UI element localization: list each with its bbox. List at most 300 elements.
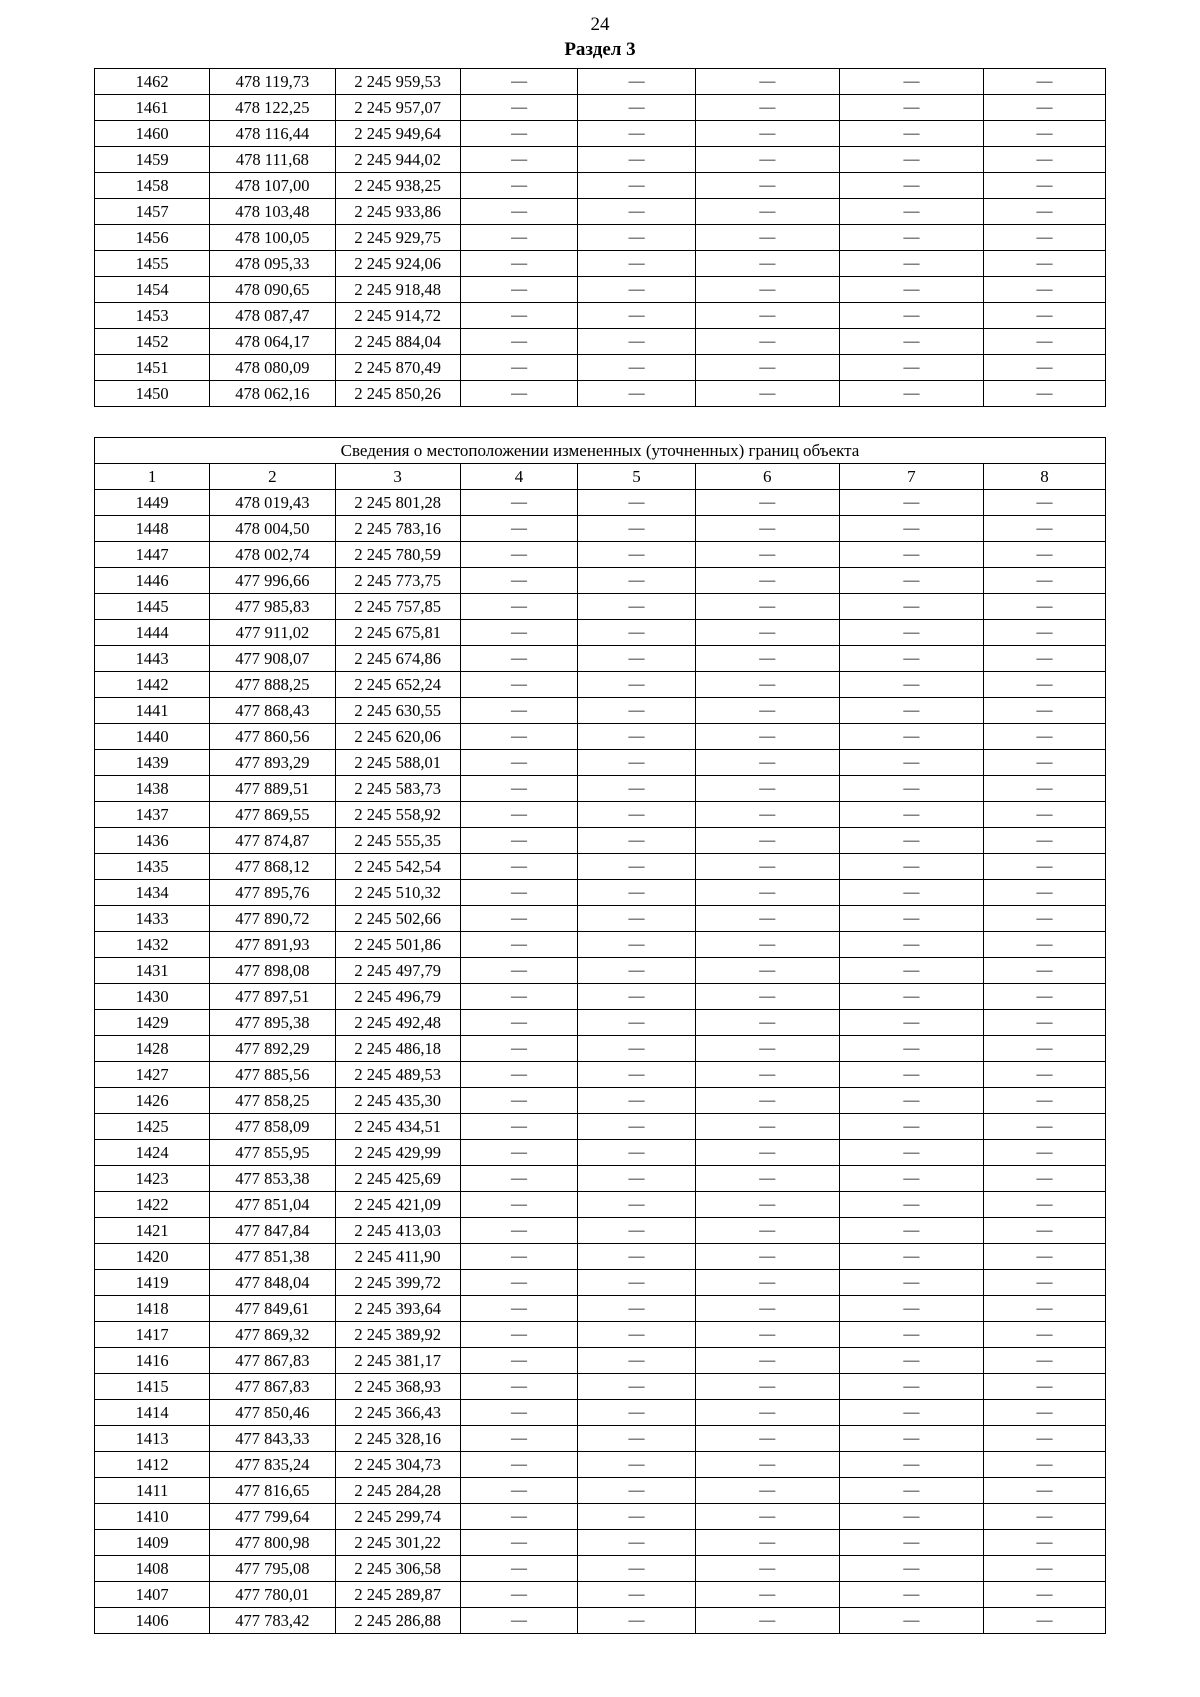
cell-value: 477 850,46 bbox=[210, 1400, 335, 1426]
cell-empty: — bbox=[839, 594, 983, 620]
cell-empty: — bbox=[839, 542, 983, 568]
cell-empty: — bbox=[695, 1088, 839, 1114]
cell-empty: — bbox=[578, 490, 695, 516]
cell-value: 2 245 558,92 bbox=[335, 802, 460, 828]
cell-empty: — bbox=[578, 1218, 695, 1244]
cell-value: 478 019,43 bbox=[210, 490, 335, 516]
cell-value: 1406 bbox=[95, 1608, 210, 1634]
table-row bbox=[95, 1400, 1106, 1426]
cell-empty: — bbox=[983, 1608, 1105, 1634]
cell-value: 2 245 850,26 bbox=[335, 381, 460, 407]
cell-value: 1439 bbox=[95, 750, 210, 776]
cell-value: 477 855,95 bbox=[210, 1140, 335, 1166]
column-header: 1 bbox=[95, 464, 210, 490]
table-row bbox=[95, 147, 1106, 173]
cell-value: 2 245 502,66 bbox=[335, 906, 460, 932]
cell-value: 2 245 652,24 bbox=[335, 672, 460, 698]
cell-empty: — bbox=[839, 958, 983, 984]
cell-value: 477 867,83 bbox=[210, 1374, 335, 1400]
cell-empty: — bbox=[695, 225, 839, 251]
cell-value: 1416 bbox=[95, 1348, 210, 1374]
cell-empty: — bbox=[839, 932, 983, 958]
cell-value: 1407 bbox=[95, 1582, 210, 1608]
cell-value: 477 843,33 bbox=[210, 1426, 335, 1452]
cell-value: 2 245 949,64 bbox=[335, 121, 460, 147]
cell-empty: — bbox=[695, 698, 839, 724]
cell-value: 1450 bbox=[95, 381, 210, 407]
table-row bbox=[95, 932, 1106, 958]
cell-value: 1459 bbox=[95, 147, 210, 173]
cell-empty: — bbox=[839, 516, 983, 542]
cell-empty: — bbox=[983, 906, 1105, 932]
cell-empty: — bbox=[983, 1140, 1105, 1166]
cell-value: 477 911,02 bbox=[210, 620, 335, 646]
cell-value: 478 064,17 bbox=[210, 329, 335, 355]
cell-empty: — bbox=[460, 620, 577, 646]
cell-value: 1417 bbox=[95, 1322, 210, 1348]
cell-empty: — bbox=[578, 1088, 695, 1114]
cell-value: 2 245 583,73 bbox=[335, 776, 460, 802]
cell-empty: — bbox=[578, 225, 696, 251]
cell-value: 1440 bbox=[95, 724, 210, 750]
cell-empty: — bbox=[839, 1452, 983, 1478]
cell-empty: — bbox=[578, 958, 695, 984]
cell-empty: — bbox=[839, 1218, 983, 1244]
cell-empty: — bbox=[578, 1166, 695, 1192]
cell-empty: — bbox=[983, 854, 1105, 880]
cell-value: 477 780,01 bbox=[210, 1582, 335, 1608]
cell-value: 2 245 929,75 bbox=[335, 225, 460, 251]
cell-empty: — bbox=[695, 121, 839, 147]
cell-value: 2 245 914,72 bbox=[335, 303, 460, 329]
table-row bbox=[95, 1608, 1106, 1634]
cell-empty: — bbox=[983, 672, 1105, 698]
cell-empty: — bbox=[695, 490, 839, 516]
cell-empty: — bbox=[839, 355, 983, 381]
cell-value: 2 245 421,09 bbox=[335, 1192, 460, 1218]
cell-value: 2 245 366,43 bbox=[335, 1400, 460, 1426]
cell-value: 2 245 492,48 bbox=[335, 1010, 460, 1036]
cell-empty: — bbox=[839, 776, 983, 802]
cell-empty: — bbox=[983, 750, 1105, 776]
table-row bbox=[95, 251, 1106, 277]
cell-empty: — bbox=[695, 1400, 839, 1426]
cell-value: 478 107,00 bbox=[210, 173, 335, 199]
page-number: 24 bbox=[590, 14, 610, 35]
cell-empty: — bbox=[695, 69, 839, 95]
cell-empty: — bbox=[578, 1478, 695, 1504]
cell-empty: — bbox=[983, 1400, 1105, 1426]
table-row bbox=[95, 1036, 1106, 1062]
cell-empty: — bbox=[460, 776, 577, 802]
cell-empty: — bbox=[578, 381, 696, 407]
cell-empty: — bbox=[983, 620, 1105, 646]
table-row bbox=[95, 121, 1106, 147]
cell-empty: — bbox=[578, 121, 696, 147]
table-row bbox=[95, 490, 1106, 516]
table-row bbox=[95, 984, 1106, 1010]
table-row bbox=[95, 620, 1106, 646]
cell-empty: — bbox=[983, 490, 1105, 516]
table-row bbox=[95, 1556, 1106, 1582]
cell-value: 2 245 501,86 bbox=[335, 932, 460, 958]
cell-empty: — bbox=[578, 594, 695, 620]
cell-empty: — bbox=[460, 1348, 577, 1374]
column-header: 8 bbox=[983, 464, 1105, 490]
column-header: 3 bbox=[335, 464, 460, 490]
cell-empty: — bbox=[578, 672, 695, 698]
table-row bbox=[95, 1530, 1106, 1556]
cell-value: 1435 bbox=[95, 854, 210, 880]
cell-empty: — bbox=[460, 1400, 577, 1426]
cell-empty: — bbox=[578, 95, 696, 121]
cell-value: 478 087,47 bbox=[210, 303, 335, 329]
cell-empty: — bbox=[578, 1608, 695, 1634]
cell-value: 1413 bbox=[95, 1426, 210, 1452]
cell-value: 2 245 757,85 bbox=[335, 594, 460, 620]
cell-value: 477 996,66 bbox=[210, 568, 335, 594]
cell-empty: — bbox=[983, 958, 1105, 984]
cell-empty: — bbox=[839, 69, 983, 95]
cell-empty: — bbox=[578, 1530, 695, 1556]
cell-empty: — bbox=[839, 199, 983, 225]
table-row bbox=[95, 173, 1106, 199]
cell-value: 477 849,61 bbox=[210, 1296, 335, 1322]
cell-empty: — bbox=[839, 381, 983, 407]
table-row bbox=[95, 1192, 1106, 1218]
cell-value: 478 002,74 bbox=[210, 542, 335, 568]
cell-value: 1419 bbox=[95, 1270, 210, 1296]
section-title: Раздел 3 bbox=[564, 39, 636, 60]
cell-empty: — bbox=[578, 724, 695, 750]
cell-value: 1457 bbox=[95, 199, 210, 225]
cell-value: 2 245 938,25 bbox=[335, 173, 460, 199]
cell-value: 478 116,44 bbox=[210, 121, 335, 147]
cell-empty: — bbox=[460, 1452, 577, 1478]
table-row bbox=[95, 750, 1106, 776]
table-row bbox=[95, 1114, 1106, 1140]
cell-empty: — bbox=[578, 516, 695, 542]
cell-value: 1445 bbox=[95, 594, 210, 620]
cell-value: 477 860,56 bbox=[210, 724, 335, 750]
cell-empty: — bbox=[839, 1088, 983, 1114]
cell-value: 2 245 306,58 bbox=[335, 1556, 460, 1582]
cell-empty: — bbox=[695, 1322, 839, 1348]
table-row bbox=[95, 1218, 1106, 1244]
table-row bbox=[95, 1478, 1106, 1504]
cell-empty: — bbox=[839, 147, 983, 173]
cell-value: 1446 bbox=[95, 568, 210, 594]
cell-empty: — bbox=[578, 1062, 695, 1088]
cell-empty: — bbox=[695, 1530, 839, 1556]
cell-empty: — bbox=[839, 698, 983, 724]
cell-value: 478 095,33 bbox=[210, 251, 335, 277]
cell-empty: — bbox=[460, 1270, 577, 1296]
cell-empty: — bbox=[578, 1400, 695, 1426]
cell-value: 478 080,09 bbox=[210, 355, 335, 381]
cell-empty: — bbox=[695, 750, 839, 776]
cell-value: 2 245 675,81 bbox=[335, 620, 460, 646]
cell-empty: — bbox=[839, 1400, 983, 1426]
cell-value: 477 885,56 bbox=[210, 1062, 335, 1088]
cell-empty: — bbox=[839, 490, 983, 516]
table-row bbox=[95, 880, 1106, 906]
cell-value: 2 245 780,59 bbox=[335, 542, 460, 568]
cell-empty: — bbox=[578, 698, 695, 724]
cell-empty: — bbox=[839, 1374, 983, 1400]
cell-empty: — bbox=[984, 121, 1106, 147]
cell-empty: — bbox=[460, 932, 577, 958]
cell-value: 1408 bbox=[95, 1556, 210, 1582]
cell-empty: — bbox=[839, 1296, 983, 1322]
cell-empty: — bbox=[460, 542, 577, 568]
cell-empty: — bbox=[839, 750, 983, 776]
cell-empty: — bbox=[984, 225, 1106, 251]
cell-empty: — bbox=[839, 1114, 983, 1140]
cell-empty: — bbox=[839, 802, 983, 828]
cell-value: 2 245 542,54 bbox=[335, 854, 460, 880]
table-row bbox=[95, 1010, 1106, 1036]
cell-value: 2 245 286,88 bbox=[335, 1608, 460, 1634]
cell-value: 1448 bbox=[95, 516, 210, 542]
cell-empty: — bbox=[983, 1348, 1105, 1374]
cell-empty: — bbox=[695, 147, 839, 173]
cell-empty: — bbox=[695, 620, 839, 646]
table-row bbox=[95, 646, 1106, 672]
cell-value: 1454 bbox=[95, 277, 210, 303]
cell-empty: — bbox=[695, 251, 839, 277]
table-row bbox=[95, 568, 1106, 594]
cell-empty: — bbox=[695, 906, 839, 932]
cell-empty: — bbox=[578, 69, 696, 95]
table-row bbox=[95, 1348, 1106, 1374]
cell-empty: — bbox=[460, 121, 578, 147]
cell-empty: — bbox=[984, 303, 1106, 329]
cell-value: 477 795,08 bbox=[210, 1556, 335, 1582]
table-banner-row bbox=[95, 438, 1106, 464]
column-header: 5 bbox=[578, 464, 695, 490]
cell-empty: — bbox=[578, 1140, 695, 1166]
cell-empty: — bbox=[695, 1218, 839, 1244]
cell-value: 477 868,43 bbox=[210, 698, 335, 724]
cell-value: 1449 bbox=[95, 490, 210, 516]
cell-empty: — bbox=[460, 1556, 577, 1582]
table-row bbox=[95, 69, 1106, 95]
cell-empty: — bbox=[983, 1062, 1105, 1088]
cell-empty: — bbox=[578, 646, 695, 672]
cell-empty: — bbox=[695, 1296, 839, 1322]
cell-empty: — bbox=[983, 698, 1105, 724]
cell-empty: — bbox=[460, 1296, 577, 1322]
bottom-table-wrapper bbox=[94, 437, 1106, 1634]
cell-empty: — bbox=[460, 1114, 577, 1140]
cell-empty: — bbox=[578, 147, 696, 173]
cell-empty: — bbox=[839, 1140, 983, 1166]
cell-empty: — bbox=[460, 646, 577, 672]
cell-value: 1420 bbox=[95, 1244, 210, 1270]
cell-empty: — bbox=[578, 1010, 695, 1036]
cell-empty: — bbox=[578, 1556, 695, 1582]
cell-empty: — bbox=[983, 1088, 1105, 1114]
cell-empty: — bbox=[695, 1062, 839, 1088]
cell-empty: — bbox=[578, 1582, 695, 1608]
cell-empty: — bbox=[695, 1166, 839, 1192]
cell-value: 1456 bbox=[95, 225, 210, 251]
cell-empty: — bbox=[578, 880, 695, 906]
cell-empty: — bbox=[983, 776, 1105, 802]
cell-empty: — bbox=[839, 303, 983, 329]
cell-empty: — bbox=[578, 1452, 695, 1478]
cell-value: 477 893,29 bbox=[210, 750, 335, 776]
column-header: 2 bbox=[210, 464, 335, 490]
cell-empty: — bbox=[578, 984, 695, 1010]
cell-empty: — bbox=[983, 568, 1105, 594]
cell-empty: — bbox=[983, 802, 1105, 828]
table-row bbox=[95, 958, 1106, 984]
cell-empty: — bbox=[839, 1062, 983, 1088]
cell-empty: — bbox=[695, 542, 839, 568]
cell-empty: — bbox=[983, 594, 1105, 620]
cell-empty: — bbox=[839, 568, 983, 594]
cell-empty: — bbox=[578, 1270, 695, 1296]
table-row bbox=[95, 1504, 1106, 1530]
cell-empty: — bbox=[839, 251, 983, 277]
table-row bbox=[95, 199, 1106, 225]
cell-empty: — bbox=[695, 1244, 839, 1270]
cell-value: 477 892,29 bbox=[210, 1036, 335, 1062]
cell-value: 2 245 301,22 bbox=[335, 1530, 460, 1556]
cell-value: 477 869,55 bbox=[210, 802, 335, 828]
cell-value: 2 245 368,93 bbox=[335, 1374, 460, 1400]
column-header: 4 bbox=[460, 464, 577, 490]
cell-empty: — bbox=[695, 199, 839, 225]
cell-empty: — bbox=[695, 277, 839, 303]
cell-empty: — bbox=[695, 355, 839, 381]
cell-empty: — bbox=[695, 958, 839, 984]
cell-empty: — bbox=[578, 199, 696, 225]
cell-value: 477 908,07 bbox=[210, 646, 335, 672]
cell-empty: — bbox=[695, 802, 839, 828]
table-row bbox=[95, 594, 1106, 620]
cell-value: 2 245 870,49 bbox=[335, 355, 460, 381]
cell-value: 1411 bbox=[95, 1478, 210, 1504]
cell-empty: — bbox=[460, 251, 578, 277]
cell-empty: — bbox=[983, 1296, 1105, 1322]
cell-empty: — bbox=[695, 828, 839, 854]
cell-value: 1423 bbox=[95, 1166, 210, 1192]
cell-value: 2 245 489,53 bbox=[335, 1062, 460, 1088]
column-header: 6 bbox=[695, 464, 839, 490]
cell-empty: — bbox=[460, 906, 577, 932]
cell-value: 2 245 674,86 bbox=[335, 646, 460, 672]
cell-value: 477 888,25 bbox=[210, 672, 335, 698]
cell-empty: — bbox=[983, 828, 1105, 854]
cell-value: 2 245 389,92 bbox=[335, 1322, 460, 1348]
cell-empty: — bbox=[578, 828, 695, 854]
cell-value: 1461 bbox=[95, 95, 210, 121]
cell-empty: — bbox=[983, 724, 1105, 750]
cell-empty: — bbox=[839, 1036, 983, 1062]
cell-value: 1409 bbox=[95, 1530, 210, 1556]
cell-value: 477 898,08 bbox=[210, 958, 335, 984]
cell-empty: — bbox=[460, 1010, 577, 1036]
cell-value: 477 889,51 bbox=[210, 776, 335, 802]
cell-empty: — bbox=[578, 620, 695, 646]
cell-empty: — bbox=[578, 1036, 695, 1062]
cell-value: 478 100,05 bbox=[210, 225, 335, 251]
cell-value: 477 800,98 bbox=[210, 1530, 335, 1556]
cell-value: 477 799,64 bbox=[210, 1504, 335, 1530]
cell-value: 1428 bbox=[95, 1036, 210, 1062]
cell-empty: — bbox=[460, 1140, 577, 1166]
cell-value: 1429 bbox=[95, 1010, 210, 1036]
cell-value: 2 245 933,86 bbox=[335, 199, 460, 225]
coordinates-table-top bbox=[94, 68, 1106, 407]
cell-value: 477 868,12 bbox=[210, 854, 335, 880]
cell-empty: — bbox=[695, 1270, 839, 1296]
cell-empty: — bbox=[460, 1478, 577, 1504]
cell-value: 1462 bbox=[95, 69, 210, 95]
cell-empty: — bbox=[839, 854, 983, 880]
table-row bbox=[95, 698, 1106, 724]
cell-empty: — bbox=[983, 1556, 1105, 1582]
cell-empty: — bbox=[839, 95, 983, 121]
table-header-row bbox=[95, 464, 1106, 490]
cell-empty: — bbox=[460, 173, 578, 199]
cell-empty: — bbox=[984, 173, 1106, 199]
cell-value: 2 245 486,18 bbox=[335, 1036, 460, 1062]
cell-value: 477 891,93 bbox=[210, 932, 335, 958]
cell-value: 477 858,25 bbox=[210, 1088, 335, 1114]
table-row bbox=[95, 1296, 1106, 1322]
cell-value: 2 245 393,64 bbox=[335, 1296, 460, 1322]
cell-value: 477 895,76 bbox=[210, 880, 335, 906]
cell-empty: — bbox=[578, 329, 696, 355]
cell-empty: — bbox=[695, 329, 839, 355]
cell-empty: — bbox=[460, 750, 577, 776]
cell-empty: — bbox=[983, 1192, 1105, 1218]
cell-empty: — bbox=[695, 880, 839, 906]
cell-empty: — bbox=[460, 147, 578, 173]
cell-empty: — bbox=[460, 490, 577, 516]
cell-empty: — bbox=[578, 1244, 695, 1270]
table-gap bbox=[0, 407, 1200, 437]
cell-empty: — bbox=[839, 1348, 983, 1374]
cell-empty: — bbox=[983, 1244, 1105, 1270]
coordinates-table-bottom bbox=[94, 437, 1106, 1634]
cell-empty: — bbox=[460, 199, 578, 225]
cell-empty: — bbox=[839, 1270, 983, 1296]
cell-value: 477 853,38 bbox=[210, 1166, 335, 1192]
cell-empty: — bbox=[460, 355, 578, 381]
cell-empty: — bbox=[578, 1296, 695, 1322]
table-row bbox=[95, 225, 1106, 251]
cell-empty: — bbox=[695, 672, 839, 698]
cell-empty: — bbox=[983, 1452, 1105, 1478]
cell-value: 1422 bbox=[95, 1192, 210, 1218]
cell-value: 1431 bbox=[95, 958, 210, 984]
cell-empty: — bbox=[695, 646, 839, 672]
cell-empty: — bbox=[578, 277, 696, 303]
cell-value: 2 245 413,03 bbox=[335, 1218, 460, 1244]
cell-value: 1438 bbox=[95, 776, 210, 802]
cell-empty: — bbox=[695, 381, 839, 407]
cell-empty: — bbox=[839, 1192, 983, 1218]
cell-empty: — bbox=[460, 828, 577, 854]
cell-empty: — bbox=[460, 1530, 577, 1556]
cell-value: 2 245 411,90 bbox=[335, 1244, 460, 1270]
table-row bbox=[95, 1270, 1106, 1296]
